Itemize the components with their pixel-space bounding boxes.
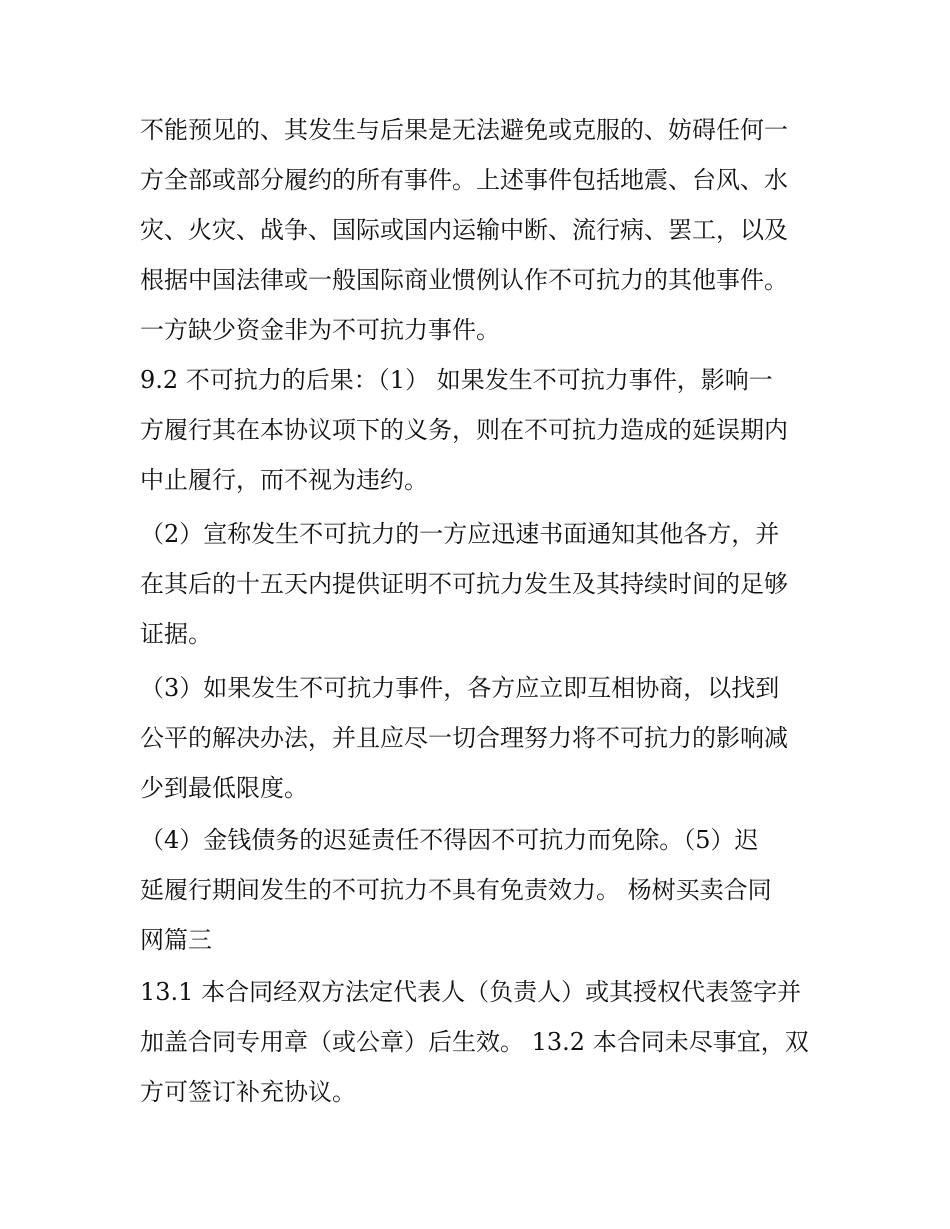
text-line: 在其后的十五天内提供证明不可抗力发生及其持续时间的足够 bbox=[140, 570, 788, 598]
text-line: 中止履行，而不视为违约。 bbox=[140, 466, 428, 494]
text-line: 方履行其在本协议项下的义务，则在不可抗力造成的延误期内 bbox=[140, 416, 788, 444]
text-line: 灾、火灾、战争、国际或国内运输中断、流行病、罢工，以及 bbox=[140, 216, 788, 244]
text-line: 9.2 不可抗力的后果：（1） 如果发生不可抗力事件，影响一 bbox=[140, 366, 773, 394]
text-line: 加盖合同专用章（或公章）后生效。 13.2 本合同未尽事宜，双 bbox=[140, 1028, 809, 1056]
text-line: （2）宣称发生不可抗力的一方应迅速书面通知其他各方，并 bbox=[140, 520, 780, 548]
text-line: 方可签订补充协议。 bbox=[140, 1078, 356, 1106]
text-line: 方全部或部分履约的所有事件。上述事件包括地震、台风、水 bbox=[140, 166, 788, 194]
text-line: 网篇三 bbox=[140, 926, 212, 954]
text-line: 13.1 本合同经双方法定代表人（负责人）或其授权代表签字并 bbox=[140, 978, 802, 1006]
text-line: 一方缺少资金非为不可抗力事件。 bbox=[140, 316, 500, 344]
text-line: 公平的解决办法，并且应尽一切合理努力将不可抗力的影响减 bbox=[140, 724, 788, 752]
text-line: 不能预见的、其发生与后果是无法避免或克服的、妨碍任何一 bbox=[140, 116, 788, 144]
text-line: （4）金钱债务的迟延责任不得因不可抗力而免除。（5）迟 bbox=[140, 826, 759, 854]
text-line: （3）如果发生不可抗力事件，各方应立即互相协商，以找到 bbox=[140, 674, 780, 702]
text-line: 延履行期间发生的不可抗力不具有免责效力。 杨树买卖合同 bbox=[140, 876, 772, 904]
text-line: 证据。 bbox=[140, 620, 212, 648]
text-line: 根据中国法律或一般国际商业惯例认作不可抗力的其他事件。 bbox=[140, 266, 788, 294]
text-line: 少到最低限度。 bbox=[140, 774, 308, 802]
